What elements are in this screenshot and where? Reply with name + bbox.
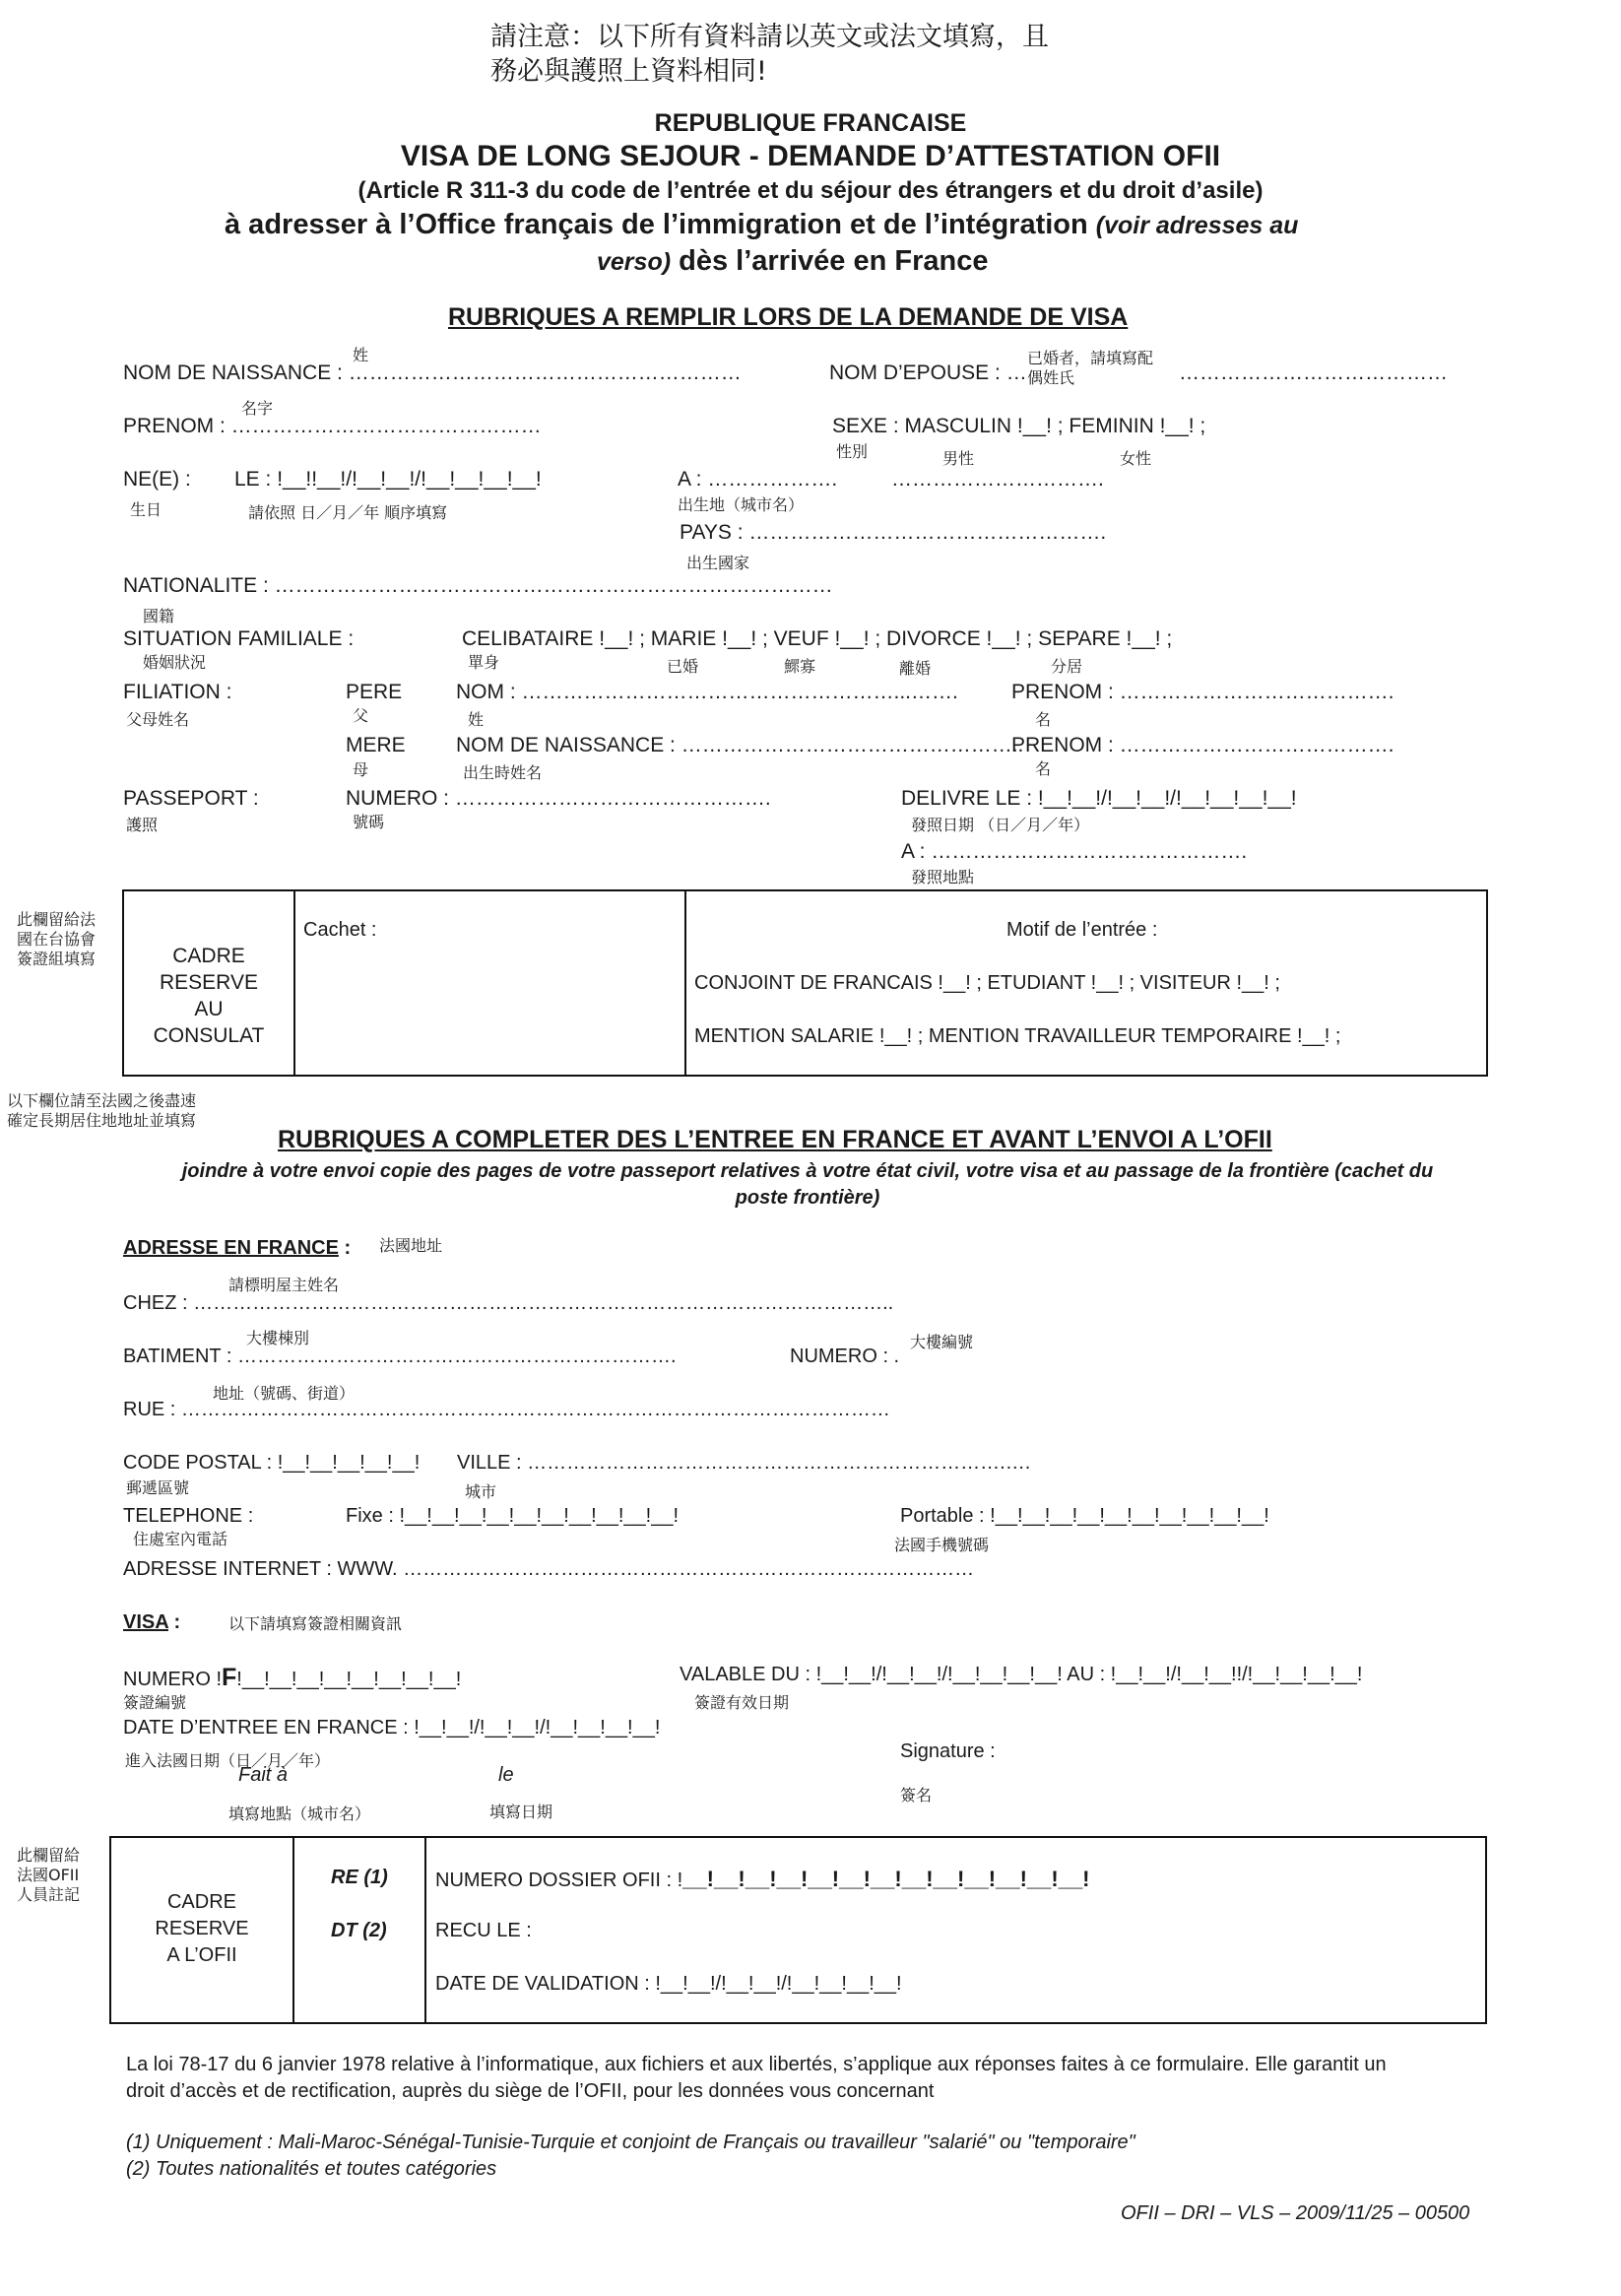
- zh-hint: 城市: [465, 1482, 497, 1501]
- passeport-label: PASSEPORT :: [123, 787, 259, 810]
- zh-hint: 男性: [942, 449, 975, 468]
- zh-hint: 簽名: [900, 1786, 933, 1804]
- mere-label: MERE: [346, 734, 406, 756]
- mere-prenom-field[interactable]: PRENOM : ………………………………….: [1011, 734, 1394, 756]
- zh-hint: 簽證有效日期: [694, 1693, 790, 1712]
- section2-heading: RUBRIQUES A COMPLETER DES L’ENTREE EN FRANCE ET AVANT L’ENVOI A L’OFII: [278, 1126, 1272, 1153]
- form-title: VISA DE LONG SEJOUR - DEMANDE D’ATTESTATION OFII: [400, 140, 1221, 172]
- box-label-line: CADRE: [166, 1891, 236, 1913]
- adresse-colon: :: [344, 1237, 352, 1259]
- law-paragraph: [126, 2052, 1387, 2105]
- mere-nom-field[interactable]: NOM DE NAISSANCE : …………………………………………..: [456, 734, 1024, 756]
- side-note-line: 以下欄位請至法國之後盡速: [7, 1091, 197, 1110]
- zh-hint: 請依照 日／月／年 順序填寫: [248, 503, 448, 522]
- ofii-divider: [424, 1836, 426, 2024]
- zh-hint: 發照日期 （日／月／年）: [911, 816, 1090, 834]
- zh-hint: 出生國家: [686, 554, 750, 572]
- adresse-label: ADRESSE EN FRANCE: [123, 1237, 339, 1259]
- top-notice-line: 務必與護照上資料相同!: [490, 56, 767, 87]
- top-notice: [490, 20, 1049, 89]
- zh-hint: 大樓編號: [910, 1333, 974, 1351]
- visa-numero-boxes: !__!__!__!__!__!__!__!__!: [236, 1669, 462, 1690]
- pere-label: PERE: [346, 681, 403, 703]
- nom-epouse-field[interactable]: NOM D’EPOUSE : …: [829, 361, 1027, 384]
- filiation-label: FILIATION :: [123, 681, 232, 703]
- visa-numero-field[interactable]: [123, 1664, 461, 1692]
- zh-hint: 大樓棟別: [246, 1329, 310, 1347]
- section1-heading: RUBRIQUES A REMPLIR LORS DE LA DEMANDE DE VISA: [448, 303, 1129, 331]
- motif-options-1[interactable]: CONJOINT DE FRANCAIS !__! ; ETUDIANT !__! ; VISITEUR !__! ;: [694, 972, 1280, 994]
- republic-heading: REPUBLIQUE FRANCAISE: [654, 109, 967, 137]
- box-label-line: RESERVE: [160, 971, 258, 994]
- recu-field[interactable]: RECU LE :: [435, 1920, 532, 1941]
- zh-hint: 名字: [241, 399, 274, 418]
- zh-hint: 法國地址: [379, 1236, 443, 1255]
- sexe-field[interactable]: SEXE : MASCULIN !__! ; FEMININ !__! ;: [832, 415, 1206, 437]
- footnote-1: (1) Uniquement : Mali-Maroc-Sénégal-Tunisie-Turquie et conjoint de Français ou travailleur "salarié" ou "temporaire": [126, 2132, 1135, 2153]
- zh-hint: 簽證編號: [123, 1693, 187, 1712]
- zh-hint: 郵遞區號: [126, 1478, 190, 1497]
- fait-a-field[interactable]: Fait à: [238, 1764, 289, 1786]
- zh-hint: 父: [353, 706, 369, 725]
- visa-numero-prefix: NUMERO !: [123, 1669, 222, 1690]
- zh-hint: 國籍: [143, 607, 175, 625]
- numero-field[interactable]: NUMERO : .: [790, 1345, 900, 1367]
- delivre-a-field[interactable]: A : ……………………………………….: [901, 840, 1248, 863]
- zh-hint: 名: [1035, 759, 1052, 778]
- address-text: dès l’arrivée en France: [679, 245, 989, 277]
- zh-hint: 姓: [468, 710, 485, 729]
- side-note-line: 國在台協會: [17, 930, 97, 949]
- zh-hint: 地址（號碼、街道）: [213, 1384, 356, 1403]
- birth-city-dots[interactable]: ………………………….: [891, 468, 1104, 491]
- section2-note: [118, 1158, 1497, 1212]
- zh-hint-line: 偶姓氏: [1027, 368, 1075, 387]
- side-note-line: 人員註記: [17, 1885, 81, 1904]
- visa-label: VISA: [123, 1611, 168, 1633]
- cachet-label: Cachet :: [303, 919, 377, 941]
- zh-hint: 填寫日期: [489, 1803, 553, 1821]
- signature-label: Signature :: [900, 1740, 996, 1762]
- visa-colon: :: [173, 1611, 181, 1633]
- motif-label: Motif de l’entrée :: [1006, 919, 1158, 941]
- nom-naissance-field[interactable]: NOM DE NAISSANCE : …………………………………………………: [123, 361, 742, 384]
- zh-hint: 以下請填寫簽證相關資訊: [228, 1614, 403, 1633]
- side-note-line: 確定長期居住地地址並填寫: [7, 1111, 197, 1130]
- top-notice-line: 請注意：以下所有資料請以英文或法文填寫，且: [490, 22, 1049, 52]
- zh-hint: 發照地點: [911, 868, 975, 886]
- birth-city-field[interactable]: A : ……………….: [678, 468, 838, 491]
- valable-field[interactable]: VALABLE DU : !__!__!/!__!__!/!__!__!__!__! AU : !__!__!/!__!__!!/!__!__!__!__!: [680, 1664, 1363, 1685]
- footnote-2: (2) Toutes nationalités et toutes catégories: [126, 2158, 497, 2180]
- zh-hint: 護照: [126, 816, 159, 834]
- ofii-box: [109, 1836, 1487, 2024]
- visa-heading: [123, 1611, 180, 1634]
- fait-le-field[interactable]: le: [498, 1764, 514, 1786]
- zh-hint: 填寫地點（城市名）: [228, 1804, 371, 1823]
- adresse-heading: [123, 1237, 351, 1260]
- zh-hint: 已婚: [667, 657, 699, 676]
- nationalite-field[interactable]: NATIONALITE : ………………………………………………………………………: [123, 574, 833, 597]
- side-note-line: 簽證組填寫: [17, 950, 97, 968]
- zh-hint: 姓: [353, 346, 369, 364]
- side-note-line: 法國OFII: [17, 1866, 80, 1884]
- side-note-line: 此欄留給法: [17, 910, 97, 929]
- internet-field[interactable]: ADRESSE INTERNET : WWW. ……………………………………………………………………………: [123, 1558, 975, 1580]
- nom-epouse-dots[interactable]: …………………………………: [1179, 361, 1448, 384]
- zh-hint: 進入法國日期（日／月／年）: [125, 1751, 331, 1770]
- dt-label: DT (2): [331, 1920, 387, 1941]
- consulat-divider: [684, 889, 686, 1077]
- zh-hint: 鰥寡: [784, 657, 816, 676]
- law-line: La loi 78-17 du 6 janvier 1978 relative à l’informatique, aux fichiers et aux libertés, s’applique aux réponses faites à ce formulaire. Elle garantit un: [126, 2054, 1387, 2075]
- zh-hint: 婚姻狀況: [143, 653, 207, 672]
- zh-hint: 號碼: [353, 813, 385, 831]
- zh-hint: 單身: [468, 653, 500, 672]
- law-line: droit d’accès et de rectification, auprès du siège de l’OFII, pour les données vous concernant: [126, 2080, 935, 2102]
- zh-hint: 父母姓名: [126, 710, 190, 729]
- dossier-field[interactable]: [435, 1867, 1090, 1892]
- note-line: joindre à votre envoi copie des pages de votre passeport relatives à votre état civil, votre visa et au passage de la frontière (cachet du: [181, 1160, 1434, 1182]
- fixe-field[interactable]: Fixe : !__!__!__!__!__!__!__!__!__!__!: [346, 1505, 680, 1527]
- zh-hint: 法國手機號碼: [894, 1536, 990, 1554]
- re-label: RE (1): [331, 1867, 388, 1888]
- pays-field[interactable]: PAYS : …………………………………………….: [680, 521, 1107, 544]
- side-note-line: 此欄留給: [17, 1846, 81, 1865]
- box-label-line: CONSULAT: [153, 1024, 265, 1047]
- situation-options[interactable]: CELIBATAIRE !__! ; MARIE !__! ; VEUF !__! ; DIVORCE !__! ; SEPARE !__! ;: [462, 627, 1173, 650]
- delivre-le-field[interactable]: DELIVRE LE : !__!__!/!__!__!/!__!__!__!__!: [901, 787, 1297, 810]
- date-entree-field[interactable]: DATE D’ENTREE EN FRANCE : !__!__!/!__!__!/!__!__!__!__!: [123, 1717, 661, 1738]
- passeport-numero-field[interactable]: NUMERO : ……………………………………….: [346, 787, 771, 810]
- rue-field[interactable]: RUE : ………………………………………………………………………………………………: [123, 1399, 890, 1420]
- address-italic: (voir adresses au: [1095, 212, 1299, 239]
- consulat-divider: [293, 889, 295, 1077]
- batiment-field[interactable]: BATIMENT : ………………………………………………………….: [123, 1345, 677, 1367]
- zh-hint: 請標明屋主姓名: [228, 1276, 340, 1294]
- zh-hint: 性別: [836, 442, 869, 461]
- chez-field[interactable]: CHEZ : ……………………………………………………………………………………………..: [123, 1292, 894, 1314]
- document-reference: OFII – DRI – VLS – 2009/11/25 – 00500: [1121, 2202, 1470, 2224]
- pere-nom-field[interactable]: NOM : ………………………………………………...…….: [456, 681, 958, 703]
- consulat-box-label: [124, 943, 293, 1049]
- dossier-label: NUMERO DOSSIER OFII : !: [435, 1870, 683, 1891]
- ofii-side-note: [17, 1846, 80, 1905]
- pere-prenom-field[interactable]: PRENOM : ………………………………….: [1011, 681, 1394, 703]
- zh-hint: 出生時姓名: [463, 763, 543, 782]
- box-label-line: A L’OFII: [166, 1944, 237, 1966]
- validation-field[interactable]: DATE DE VALIDATION : !__!__!/!__!__!/!__!__!__!__!: [435, 1973, 902, 1995]
- box-label-line: RESERVE: [155, 1918, 249, 1939]
- consulat-side-note: [17, 910, 96, 969]
- note-line: poste frontière): [735, 1187, 880, 1209]
- zh-hint: 分居: [1051, 657, 1083, 676]
- telephone-label: TELEPHONE :: [123, 1505, 254, 1527]
- zh-hint: [1027, 349, 1153, 388]
- visa-numero-letter: F: [222, 1664, 237, 1691]
- zh-hint: 母: [353, 760, 369, 779]
- address-italic: verso): [597, 248, 672, 276]
- section2-side-note: [7, 1091, 196, 1131]
- zh-hint: 女性: [1120, 449, 1152, 468]
- zh-hint: 住處室內電話: [133, 1530, 228, 1548]
- ofii-box-label: [111, 1889, 292, 1969]
- ofii-divider: [292, 1836, 294, 2024]
- motif-options-2[interactable]: MENTION SALARIE !__! ; MENTION TRAVAILLEUR TEMPORAIRE !__! ;: [694, 1025, 1341, 1047]
- portable-field[interactable]: Portable : !__!__!__!__!__!__!__!__!__!__!: [900, 1505, 1269, 1527]
- address-text: à adresser à l’Office français de l’immigration et de l’intégration: [225, 209, 1088, 240]
- box-label-line: CADRE: [172, 945, 245, 967]
- zh-hint: 生日: [130, 500, 162, 519]
- dossier-boxes: __!__!__!__!__!__!__!__!__!__!__!__!__!: [682, 1867, 1090, 1891]
- zh-hint: 離婚: [899, 659, 932, 678]
- article-reference: (Article R 311-3 du code de l’entrée et du séjour des étrangers et du droit d’asile): [357, 177, 1264, 204]
- zh-hint: 出生地（城市名）: [678, 495, 805, 514]
- address-line-2: [597, 245, 988, 278]
- prenom-field[interactable]: PRENOM : ………………………………………: [123, 415, 542, 437]
- ville-field[interactable]: VILLE : ……………………………………………………………….….: [457, 1452, 1031, 1474]
- situation-label: SITUATION FAMILIALE :: [123, 627, 355, 650]
- box-label-line: AU: [194, 998, 224, 1020]
- zh-hint: 名: [1035, 710, 1052, 729]
- code-postal-field[interactable]: CODE POSTAL : !__!__!__!__!__!: [123, 1452, 421, 1474]
- ne-label: NE(E) :: [123, 468, 191, 491]
- ne-le-field[interactable]: LE : !__!!__!/!__!__!/!__!__!__!__!: [234, 468, 542, 491]
- zh-hint-line: 已婚者，請填寫配: [1027, 349, 1154, 367]
- address-line-1: [225, 209, 1298, 241]
